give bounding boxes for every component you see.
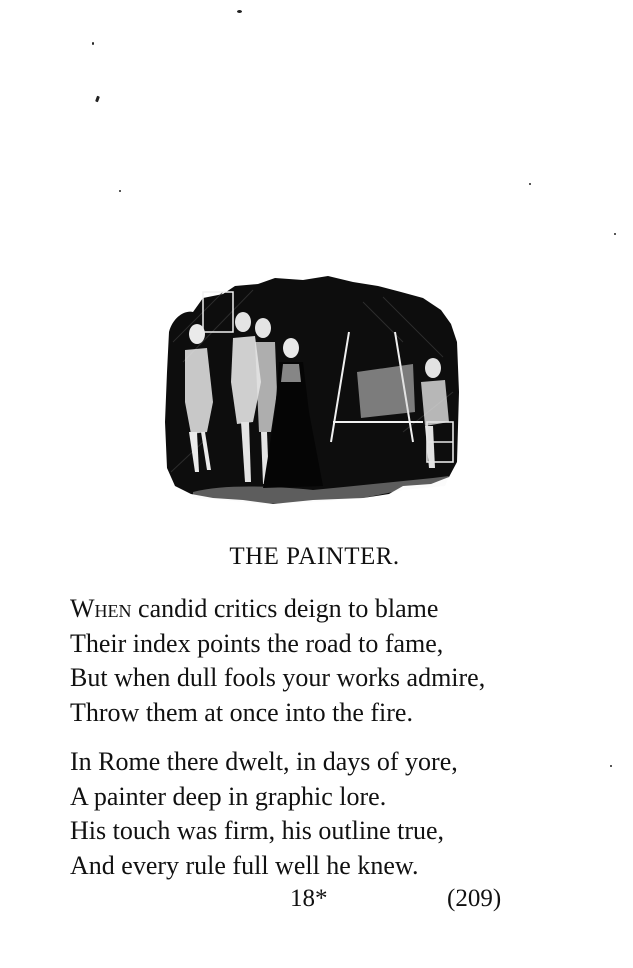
poem-line: In Rome there dwelt, in days of yore, [70, 747, 458, 776]
poem-line: And every rule full well he knew. [70, 850, 419, 880]
poem-line-initial-word: When [70, 594, 132, 623]
poem-title: THE PAINTER. [229, 543, 400, 570]
print-speck [529, 183, 531, 185]
stanza-1 [70, 592, 485, 730]
print-speck [614, 233, 616, 235]
poem-line: But when dull fools your works admire, [70, 663, 486, 692]
poem-line: Their index points the road to fame, [70, 628, 444, 658]
signature-mark: 18* [290, 885, 328, 912]
poem-line: A painter deep in graphic lore. [70, 781, 387, 811]
print-speck [92, 42, 94, 45]
poem-line: His touch was firm, his outline true, [70, 816, 445, 845]
poem-line-rest: candid critics deign to blame [131, 594, 439, 623]
print-speck [95, 96, 100, 103]
poem-line: Throw them at once into the fire. [70, 697, 413, 727]
page-number: (209) [447, 885, 502, 912]
print-speck [237, 10, 242, 13]
painter-studio-engraving [163, 272, 461, 517]
poem-line [70, 592, 485, 627]
stanza-2 [70, 745, 458, 883]
engraving-canvas [357, 364, 415, 418]
print-speck [610, 765, 612, 767]
print-speck [119, 190, 121, 192]
